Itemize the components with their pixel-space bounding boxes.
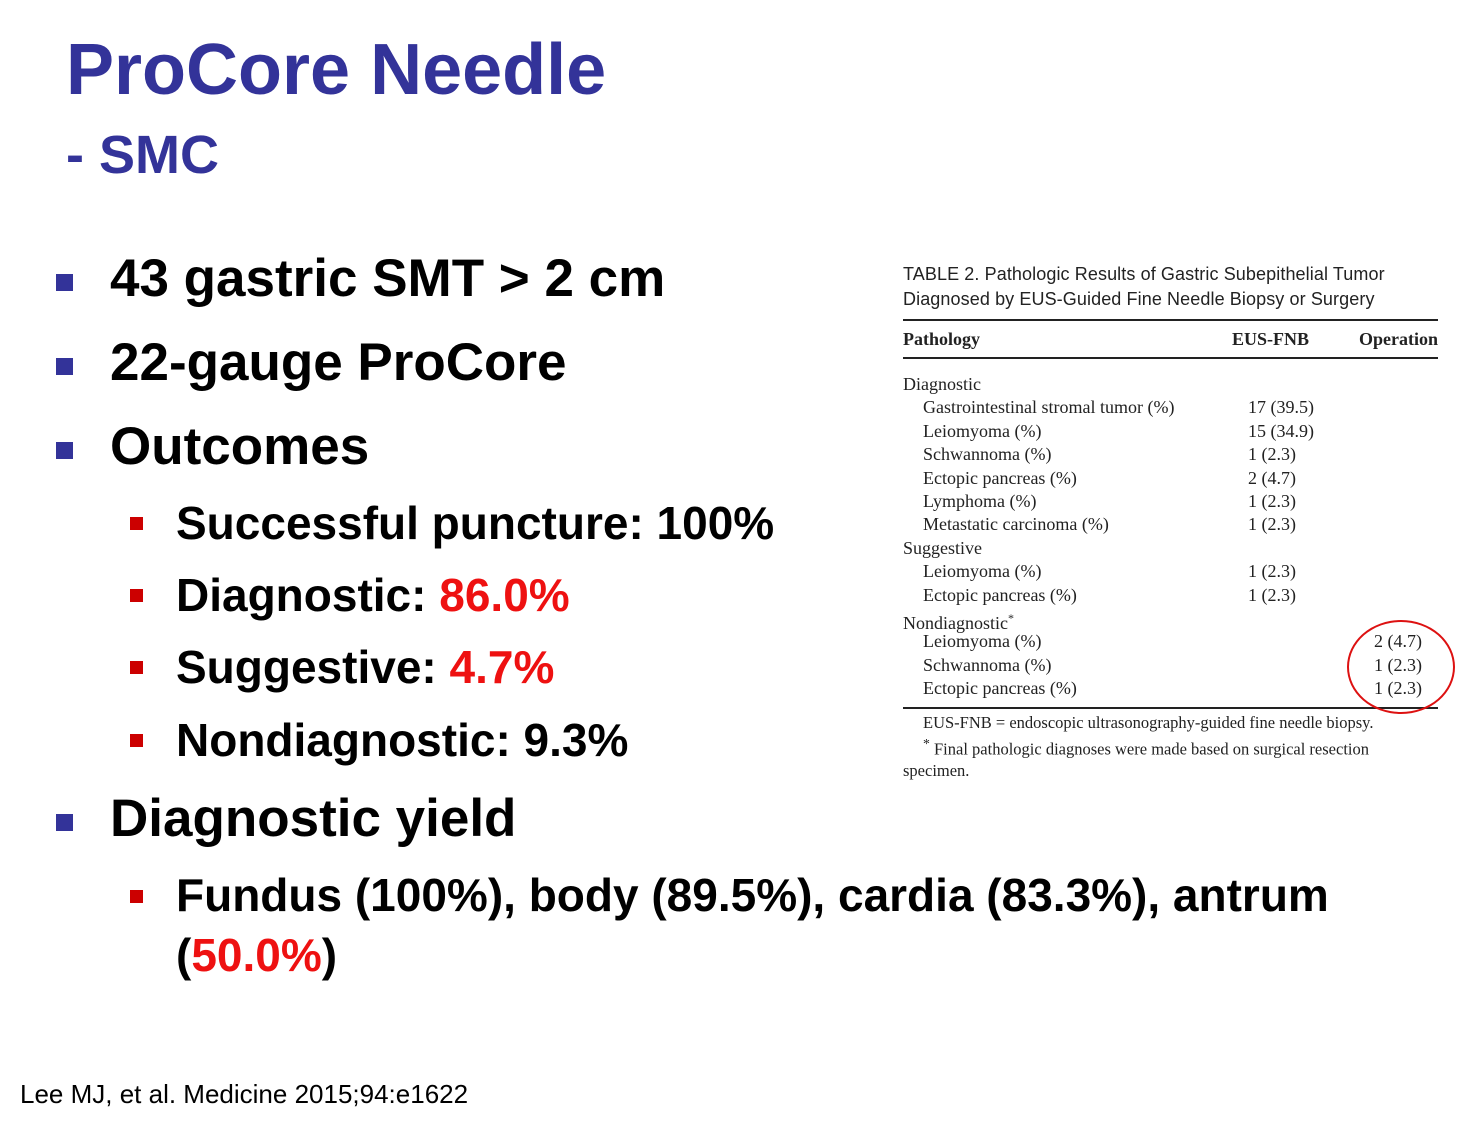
table-row <box>903 584 1438 607</box>
cell-eus-fnb <box>1232 537 1348 560</box>
table-caption-line2: Diagnosed by EUS-Guided Fine Needle Biopsy or Surgery <box>903 289 1375 309</box>
table-row <box>903 443 1438 466</box>
cell-pathology: Gastrointestinal stromal tumor (%) <box>923 397 1175 418</box>
table-footnote-cont: specimen. <box>903 760 970 780</box>
cell-operation <box>1348 560 1438 583</box>
table-row <box>903 396 1438 419</box>
bullet-marker <box>56 274 73 291</box>
cell-eus-fnb <box>1232 373 1348 396</box>
header-pathology: Pathology <box>903 328 981 349</box>
cell-eus-fnb: 1 (2.3) <box>1248 490 1296 511</box>
cell-pathology: Ectopic pancreas (%) <box>923 584 1077 605</box>
sub-bullet-marker <box>130 890 143 903</box>
table-footnote-abbrev: EUS-FNB = endoscopic ultrasonography-guided fine needle biopsy. <box>923 713 1374 733</box>
cell-operation <box>1348 420 1438 443</box>
cell-pathology: Leiomyoma (%) <box>923 631 1042 652</box>
bullet-outcomes: Outcomes <box>110 417 370 476</box>
cell-pathology: Metastatic carcinoma (%) <box>923 514 1109 535</box>
cell-pathology: Diagnostic <box>903 374 981 394</box>
bullet-diagnostic-yield: Diagnostic yield <box>110 789 517 848</box>
cell-operation: 2 (4.7) <box>1374 631 1422 652</box>
cell-pathology: Ectopic pancreas (%) <box>923 678 1077 699</box>
highlight-circle <box>1347 620 1455 714</box>
sub-bullet-marker <box>130 589 143 602</box>
cell-operation <box>1348 467 1438 490</box>
table-row <box>903 560 1438 583</box>
table-bottom-rule <box>903 707 1438 709</box>
bullet-marker <box>56 442 73 459</box>
slide-subtitle: - SMC <box>66 125 219 185</box>
antrum-yield-value: 50.0% <box>191 929 322 981</box>
cell-eus-fnb: 17 (39.5) <box>1248 397 1314 418</box>
slide-title: ProCore Needle <box>66 30 607 110</box>
header-eus-fnb: EUS-FNB <box>1232 328 1310 349</box>
cell-operation: 1 (2.3) <box>1374 654 1422 675</box>
table-row <box>903 420 1438 443</box>
cell-pathology: Leiomyoma (%) <box>923 561 1042 582</box>
cell-operation <box>1348 513 1438 536</box>
sub-bullet-yield-antrum: (50.0%) <box>176 929 338 981</box>
cell-pathology: Lymphoma (%) <box>923 490 1037 511</box>
cell-pathology: Suggestive <box>903 537 982 558</box>
cell-eus-fnb: 1 (2.3) <box>1248 561 1296 582</box>
cell-operation <box>1348 490 1438 513</box>
sub-bullet-marker <box>130 517 143 530</box>
table-group-row <box>903 607 1438 633</box>
cell-pathology: Schwannoma (%) <box>923 654 1052 675</box>
table-row <box>903 490 1438 513</box>
cell-eus-fnb <box>1232 677 1348 700</box>
table-footnote-star: * Final pathologic diagnoses were made based on surgical resection <box>923 736 1369 759</box>
bullet-gastric-smt: 43 gastric SMT > 2 cm <box>110 249 666 308</box>
sub-bullet-suggestive <box>176 641 555 693</box>
nondiagnostic-mark: * <box>1008 610 1014 625</box>
cell-operation <box>1348 537 1438 560</box>
diagnostic-label: Diagnostic: <box>176 569 440 621</box>
table-row <box>903 513 1438 536</box>
cell-eus-fnb <box>1232 630 1348 653</box>
table-caption-line1: TABLE 2. Pathologic Results of Gastric Subepithelial Tumor <box>903 264 1385 284</box>
header-operation: Operation <box>1359 328 1438 349</box>
sub-bullet-diagnostic <box>176 569 570 621</box>
sub-bullet-marker <box>130 661 143 674</box>
sub-bullet-successful-puncture: Successful puncture: 100% <box>176 497 775 549</box>
table-row <box>903 467 1438 490</box>
cell-eus-fnb: 2 (4.7) <box>1248 467 1296 488</box>
sub-bullet-yield-sites: Fundus (100%), body (89.5%), cardia (83.3%), antrum <box>176 869 1329 921</box>
cell-eus-fnb <box>1232 654 1348 677</box>
bullet-marker <box>56 814 73 831</box>
cell-pathology <box>903 607 1232 633</box>
cell-eus-fnb: 1 (2.3) <box>1248 514 1296 535</box>
table-group-row <box>903 537 1438 560</box>
bullet-procore-gauge: 22-gauge ProCore <box>110 333 567 392</box>
nondiagnostic-label: Nondiagnostic <box>903 612 1008 633</box>
cell-pathology: Leiomyoma (%) <box>923 420 1042 441</box>
table-group-row <box>903 373 1438 396</box>
citation: Lee MJ, et al. Medicine 2015;94:e1622 <box>20 1079 469 1109</box>
cell-operation: 1 (2.3) <box>1374 678 1422 699</box>
cell-pathology: Ectopic pancreas (%) <box>923 467 1077 488</box>
cell-eus-fnb <box>1232 607 1348 630</box>
cell-operation <box>1348 584 1438 607</box>
bullet-marker <box>56 358 73 375</box>
cell-operation <box>1348 373 1438 396</box>
cell-operation <box>1348 443 1438 466</box>
diagnostic-value: 86.0% <box>439 569 570 621</box>
table-header-row <box>903 321 1438 357</box>
cell-operation <box>1348 396 1438 419</box>
cell-eus-fnb: 1 (2.3) <box>1248 584 1296 605</box>
pathology-table-figure <box>903 262 1438 781</box>
table-header-rule <box>903 357 1438 359</box>
suggestive-label: Suggestive: <box>176 641 450 693</box>
cell-eus-fnb: 1 (2.3) <box>1248 444 1296 465</box>
sub-bullet-nondiagnostic: Nondiagnostic: 9.3% <box>176 714 629 766</box>
sub-bullet-marker <box>130 734 143 747</box>
cell-pathology: Schwannoma (%) <box>923 444 1052 465</box>
suggestive-value: 4.7% <box>449 641 555 693</box>
cell-eus-fnb: 15 (34.9) <box>1248 420 1314 441</box>
